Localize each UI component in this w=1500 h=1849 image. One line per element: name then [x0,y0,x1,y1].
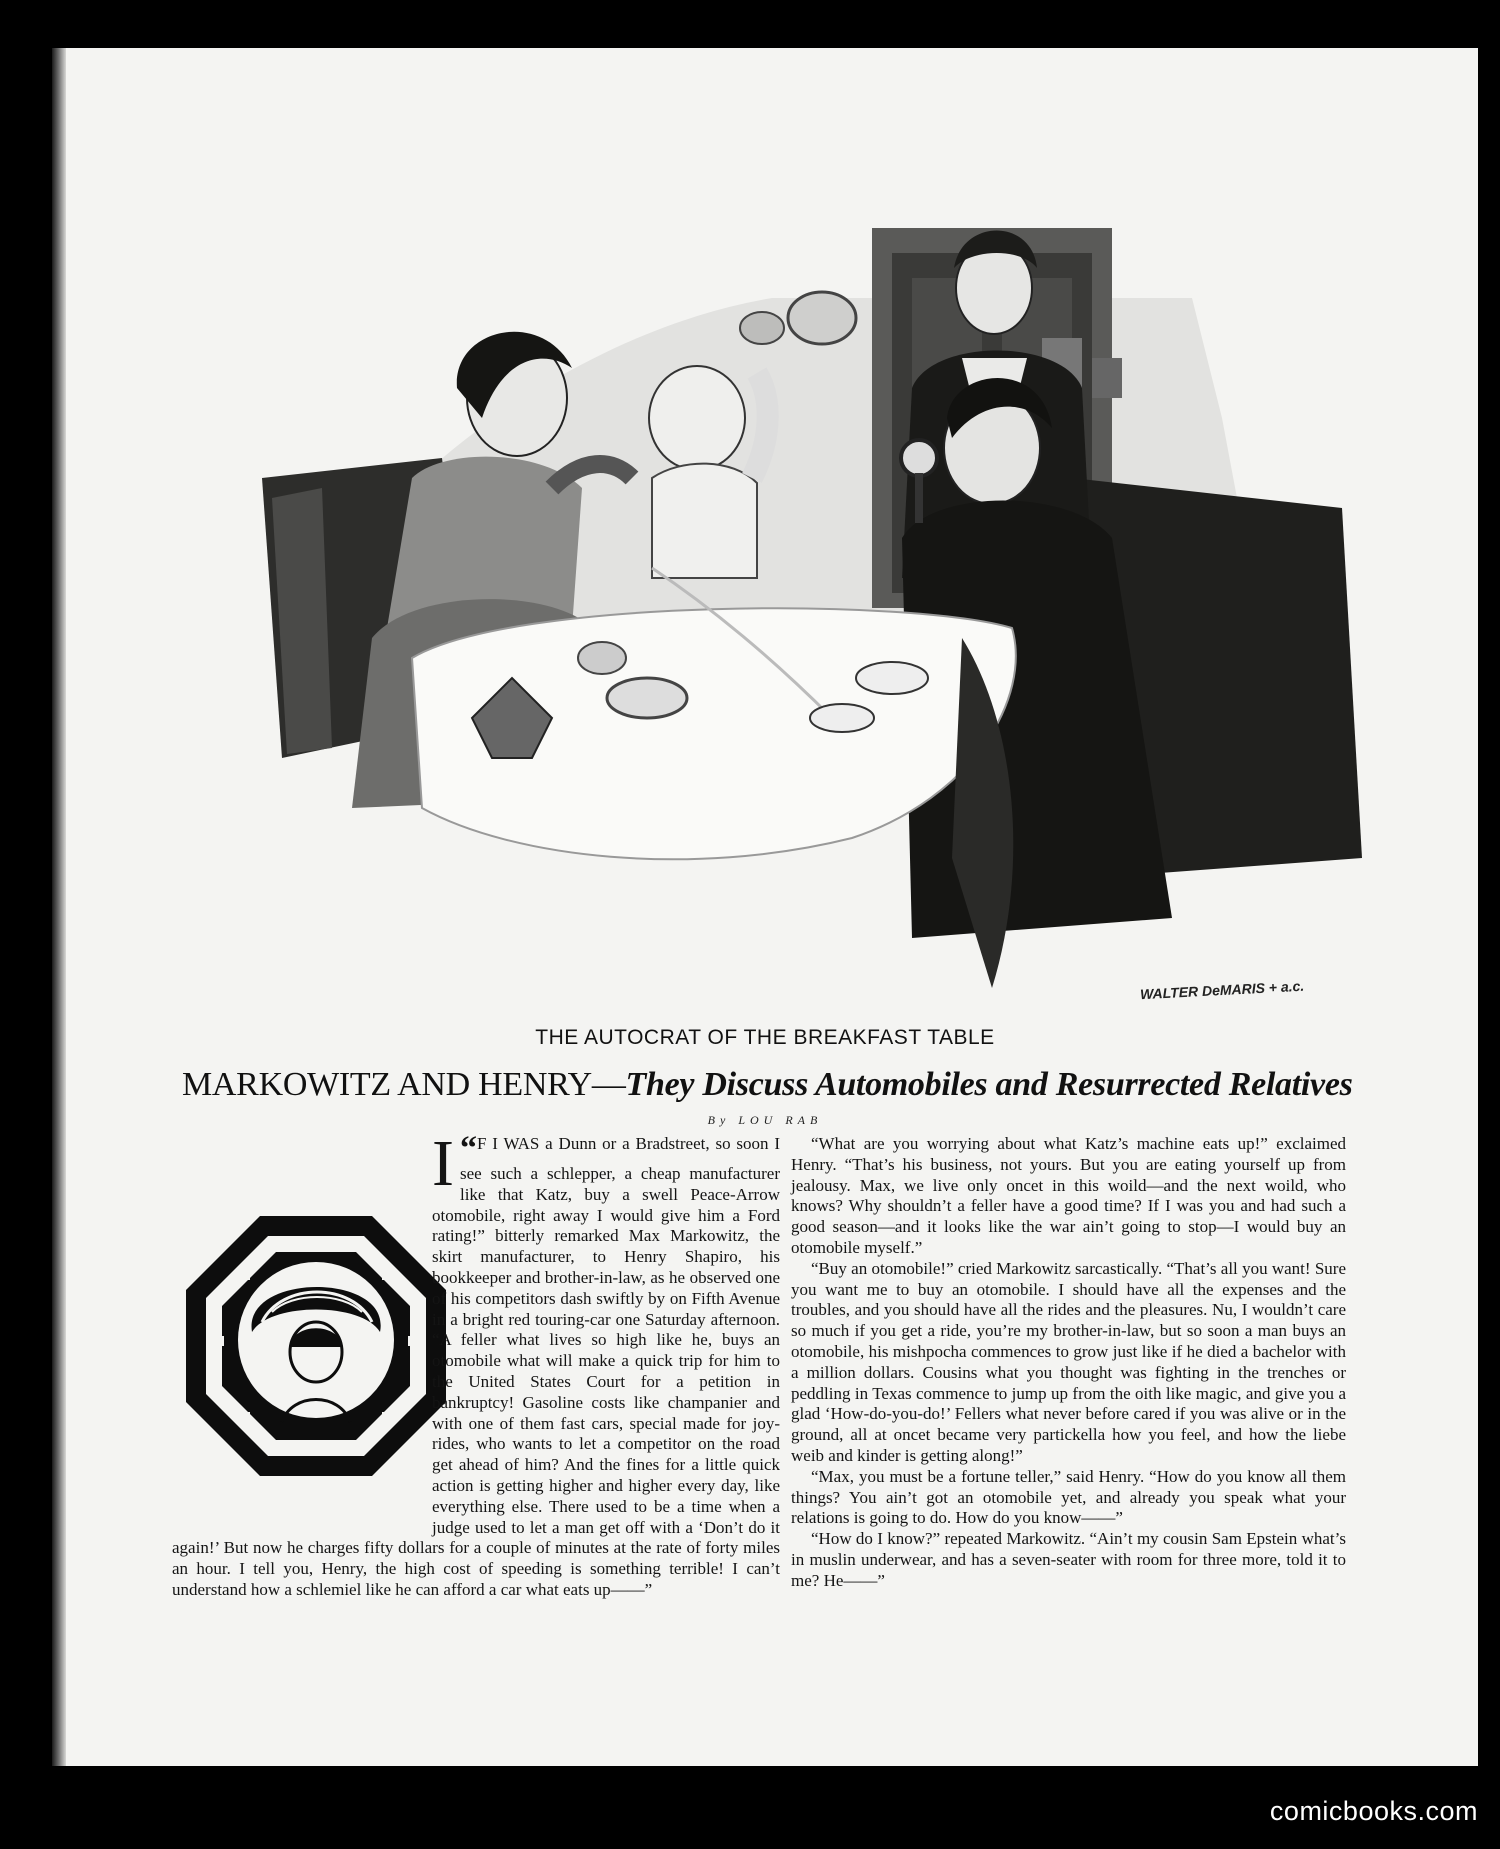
article-column-left [172,1127,780,1601]
article-paragraph: “What are you worrying about what Katz’s machine eats up!” exclaimed Henry. “That’s his business, not yours. But you are eating yourself up from jealousy. Max, we live only oncet in this woild—and the next woild, who knows? Why shouldn’t a feller have a good time? If I was you and had such a good season—and it looks like the war ain’t going to stop—I would buy an otomobile myself.” [791,1134,1346,1257]
headline-main: MARKOWITZ AND HENRY— [182,1066,626,1103]
illustration-signature: WALTER DeMARIS + a.c. [1139,977,1305,1003]
source-watermark: comicbooks.com [1269,1796,1478,1826]
article-headline [182,1066,1442,1104]
drop-cap: I [432,1127,454,1200]
headline-subtitle: They Discuss Automobiles and Resurrected Relatives [625,1066,1353,1103]
magazine-page [52,48,1478,1766]
article-paragraph: “How do I know?” repeated Markowitz. “Ain’t my cousin Sam Epstein what’s in muslin underwear, and has a seven-seater with room for three more, told it to me? He——” [791,1529,1346,1590]
page-fold-shadow [52,48,66,1766]
emblem-text-wrap [152,1208,422,1530]
article-column-right [791,1134,1346,1592]
article-paragraph: “Buy an otomobile!” cried Markowitz sarcastically. “That’s all you want! Sure you want me to buy an otomobile. I should have all the expenses and the troubles, and you should have all the rides and the pleasures. Nu, I wouldn’t care so much if you get a ride, you’re my brother-in-law, but so soon a man buys an otomobile, his mishpocha commences to grow just like if he died a bachelor with a million dollars. Cousins what you thought was fighting in the trenches or peddling in Texas commence to jump up from the oith like magic, and give you a glad ‘How-do-you-do!’ Fellers what never before cared if you was alive or in the ground, all at oncet became very partickella how you feel, and how the liebe weib and kinder is getting along!” [791,1258,1346,1465]
article-byline: By LOU RAB [707,1113,823,1127]
article-paragraph: “Max, you must be a fortune teller,” said Henry. “How do you know all them things? You ain’t got an otomobile yet, and already you speak what your relations is going to do. How do you know——” [791,1466,1346,1528]
breakfast-table-illustration [212,158,1392,1058]
paragraph-text: F I WAS a Dunn or a Bradstreet, so soon I see such a schlepper, a cheap manufacturer like that Katz, buy a swell Peace-Arrow otomobile, right away I would give him a Ford rating!” bitterly remarked Max Markowitz, the skirt manufacturer, to Henry Shapiro, his bookkeeper and brother-in-law, as he observed one of his competitors dash swiftly by on Fifth Avenue in a bright red touring-car one Saturday afternoon. “A feller what lives so high like he, buys an otomobile what will make a quick trip for him to the United States Court for a petition in bankruptcy! Gasoline costs like champanier and with one of them fast cars, special made for joy-rides, who wants to let a competitor on the road get ahead of him? And the fines for a little quick action is getting higher and higher every day, like everything else. There used to be a time when a judge used to let a man get off with a ‘Don’t do it again!’ But now he charges fifty dollars for a couple of minutes at the rate of forty miles an hour. I tell you, Henry, the high cost of speeding is something terrible! I can’t understand how a schlemiel like he can afford a car what eats up——” [172,1134,780,1599]
opening-quote: “ [459,1130,477,1167]
article-kicker: THE AUTOCRAT OF THE BREAKFAST TABLE [535,1026,995,1049]
